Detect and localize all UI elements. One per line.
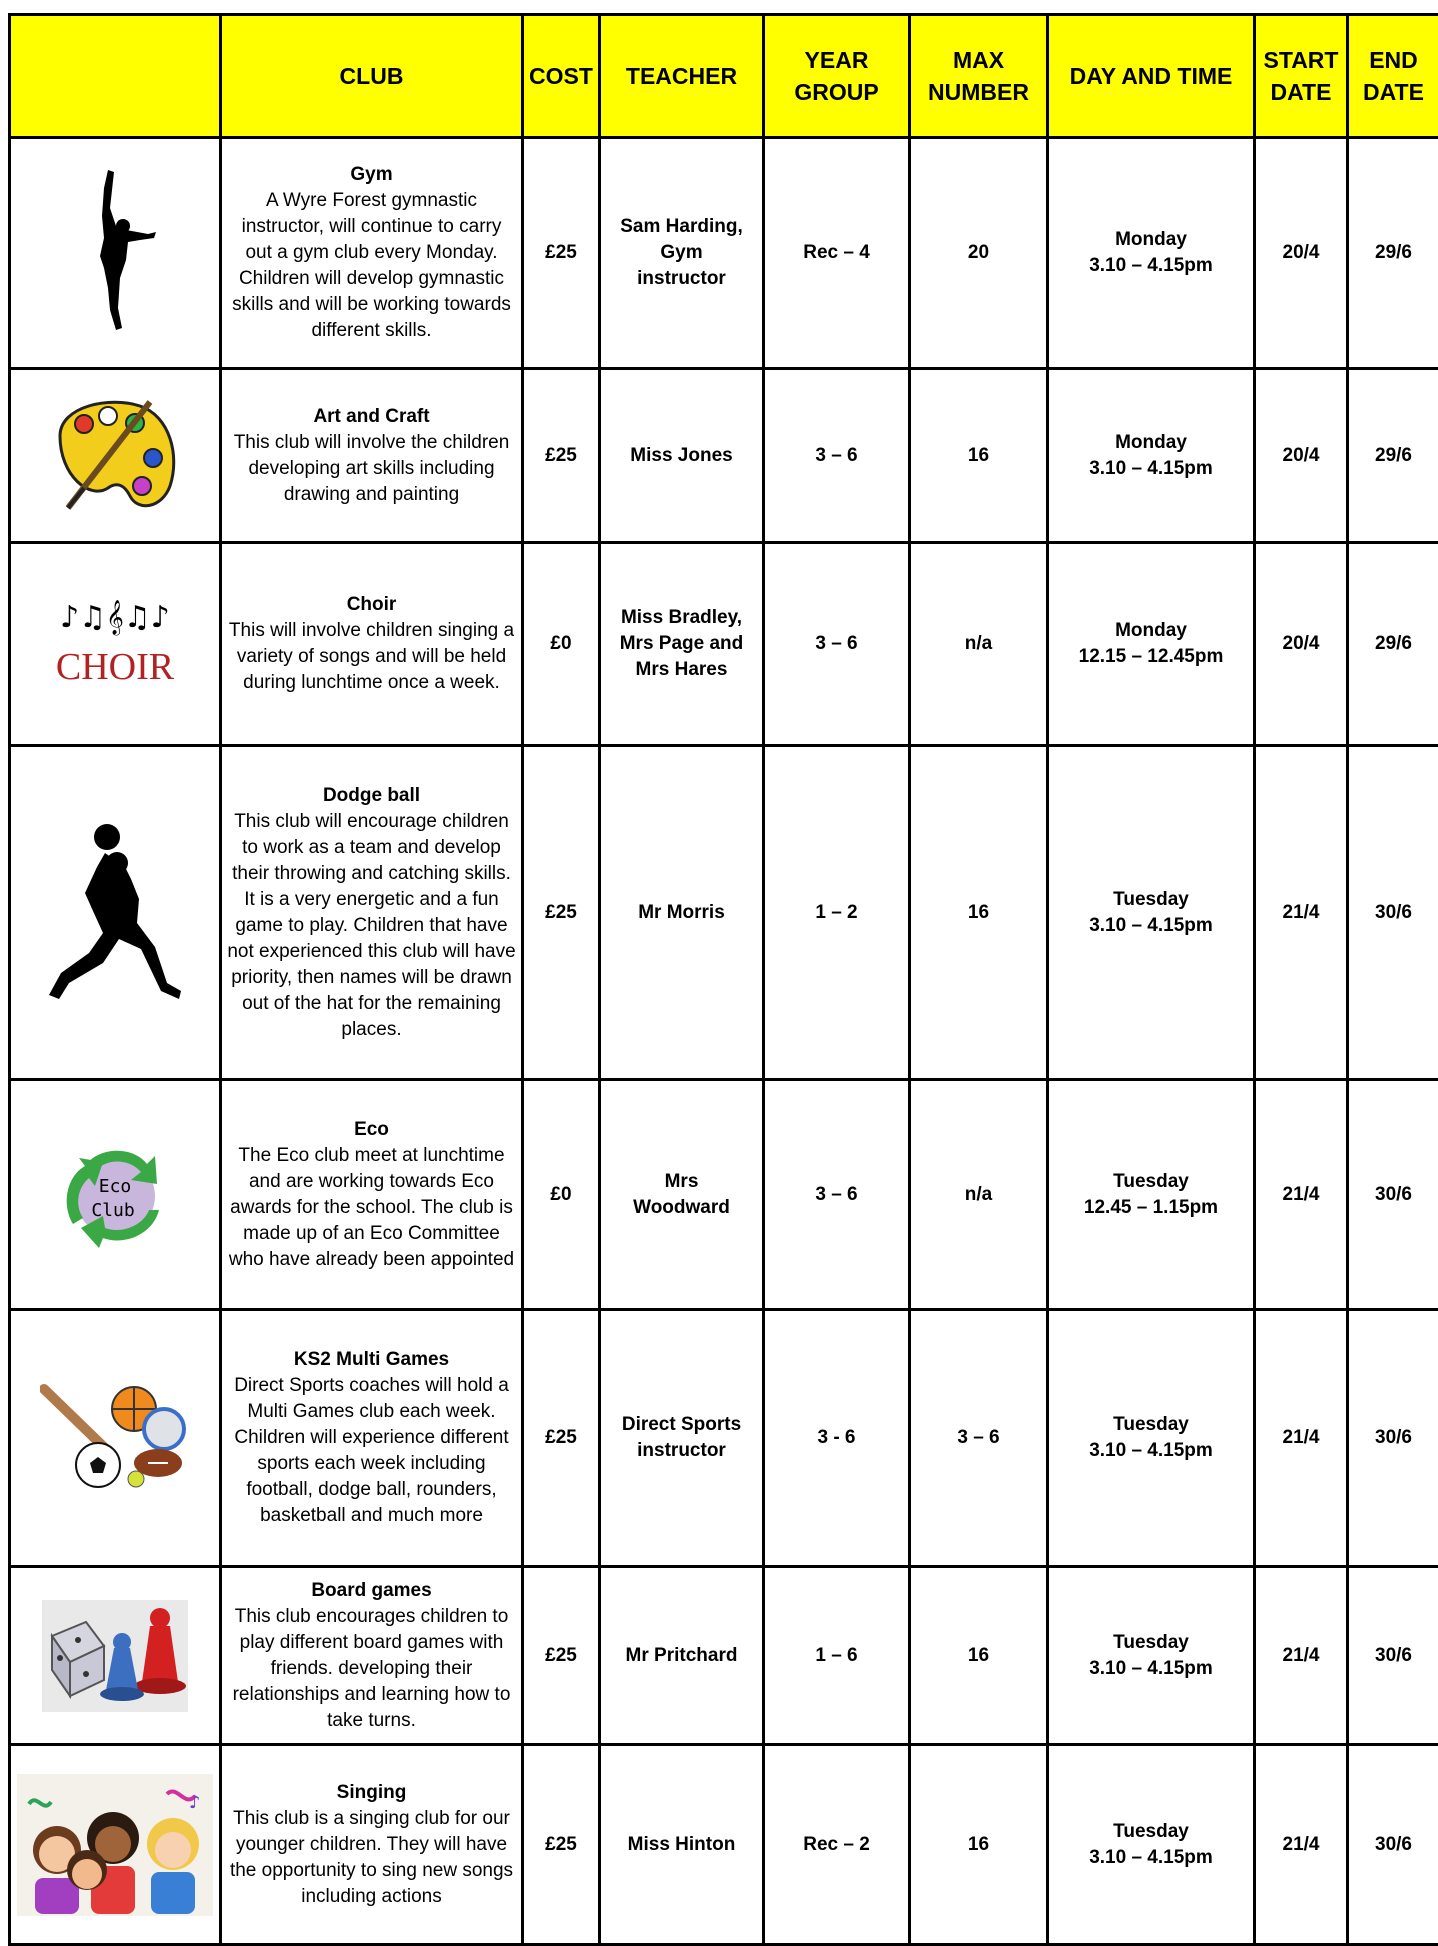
club-name: Singing bbox=[226, 1780, 517, 1806]
end-date-cell: 30/6 bbox=[1348, 1310, 1438, 1567]
start-date-cell: 20/4 bbox=[1255, 138, 1348, 369]
time-text: 12.45 – 1.15pm bbox=[1053, 1195, 1249, 1221]
dice-and-pawns-icon bbox=[42, 1600, 188, 1712]
club-description: This club is a singing club for our younger children. They will have the opportunity to sing new songs including actions bbox=[226, 1806, 517, 1910]
day-time-cell bbox=[1048, 1310, 1255, 1567]
sports-balls-icon bbox=[40, 1383, 190, 1493]
club-description-cell bbox=[221, 1080, 523, 1310]
header-club: CLUB bbox=[221, 15, 523, 138]
year-group-cell: Rec – 4 bbox=[764, 138, 910, 369]
cost-cell: £25 bbox=[523, 138, 600, 369]
icon-cell bbox=[10, 138, 221, 369]
table-row bbox=[10, 746, 1438, 1080]
max-number-cell: n/a bbox=[910, 543, 1048, 746]
day-time-cell bbox=[1048, 1080, 1255, 1310]
teacher-cell: Mr Morris bbox=[600, 746, 764, 1080]
icon-cell bbox=[10, 369, 221, 543]
max-number-cell: 16 bbox=[910, 746, 1048, 1080]
year-group-cell: 1 – 6 bbox=[764, 1567, 910, 1745]
end-date-cell: 29/6 bbox=[1348, 543, 1438, 746]
end-date-cell: 30/6 bbox=[1348, 1567, 1438, 1745]
start-date-cell: 21/4 bbox=[1255, 746, 1348, 1080]
time-text: 3.10 – 4.15pm bbox=[1053, 913, 1249, 939]
table-row bbox=[10, 138, 1438, 369]
day-text: Monday bbox=[1053, 618, 1249, 644]
svg-text:♪: ♪ bbox=[189, 1792, 201, 1813]
end-date-cell: 30/6 bbox=[1348, 746, 1438, 1080]
paint-palette-icon bbox=[50, 396, 180, 516]
max-number-cell: 20 bbox=[910, 138, 1048, 369]
club-description: This club encourages children to play different board games with friends. developing their relationships and learning how to take turns. bbox=[226, 1604, 517, 1734]
club-description-cell bbox=[221, 543, 523, 746]
eco-logo-text-1: Eco bbox=[99, 1176, 132, 1197]
header-max-number: MAX NUMBER bbox=[910, 15, 1048, 138]
cost-cell: £25 bbox=[523, 746, 600, 1080]
header-start-date: START DATE bbox=[1255, 15, 1348, 138]
table-row bbox=[10, 1745, 1438, 1945]
year-group-cell: 3 – 6 bbox=[764, 1080, 910, 1310]
time-text: 12.15 – 12.45pm bbox=[1053, 644, 1249, 670]
year-group-cell: Rec – 2 bbox=[764, 1745, 910, 1945]
eco-logo-text-2: Club bbox=[91, 1200, 134, 1221]
header-day-time: DAY AND TIME bbox=[1048, 15, 1255, 138]
club-name: Board games bbox=[226, 1578, 517, 1604]
icon-cell bbox=[10, 1745, 221, 1945]
day-time-cell bbox=[1048, 1567, 1255, 1745]
start-date-cell: 21/4 bbox=[1255, 1080, 1348, 1310]
day-text: Tuesday bbox=[1053, 887, 1249, 913]
cost-cell: £0 bbox=[523, 543, 600, 746]
day-time-cell bbox=[1048, 1745, 1255, 1945]
time-text: 3.10 – 4.15pm bbox=[1053, 1845, 1249, 1871]
day-text: Tuesday bbox=[1053, 1412, 1249, 1438]
table-row bbox=[10, 1080, 1438, 1310]
club-name: Eco bbox=[226, 1117, 517, 1143]
start-date-cell: 20/4 bbox=[1255, 543, 1348, 746]
day-text: Monday bbox=[1053, 227, 1249, 253]
day-time-cell bbox=[1048, 369, 1255, 543]
teacher-cell: Mr Pritchard bbox=[600, 1567, 764, 1745]
day-time-cell bbox=[1048, 746, 1255, 1080]
dodgeball-player-icon bbox=[45, 823, 185, 1003]
start-date-cell: 20/4 bbox=[1255, 369, 1348, 543]
club-description: This will involve children singing a variety of songs and will be held during lunchtime once a week. bbox=[226, 618, 517, 696]
year-group-cell: 3 - 6 bbox=[764, 1310, 910, 1567]
end-date-cell: 30/6 bbox=[1348, 1080, 1438, 1310]
day-time-cell bbox=[1048, 138, 1255, 369]
year-group-cell: 3 – 6 bbox=[764, 543, 910, 746]
club-name: Art and Craft bbox=[226, 404, 517, 430]
year-group-cell: 1 – 2 bbox=[764, 746, 910, 1080]
club-description-cell bbox=[221, 1310, 523, 1567]
cost-cell: £25 bbox=[523, 1745, 600, 1945]
club-description-cell bbox=[221, 1567, 523, 1745]
header-end-date: END DATE bbox=[1348, 15, 1438, 138]
cost-cell: £25 bbox=[523, 1310, 600, 1567]
cost-cell: £25 bbox=[523, 1567, 600, 1745]
club-description: Direct Sports coaches will hold a Multi Games club each week. Children will experience different sports each week including football, dodge ball, rounders, basketball and much more bbox=[226, 1373, 517, 1529]
year-group-cell: 3 – 6 bbox=[764, 369, 910, 543]
singing-children-icon bbox=[17, 1774, 213, 1916]
header-icon bbox=[10, 15, 221, 138]
table-row bbox=[10, 1310, 1438, 1567]
clubs-table bbox=[8, 13, 1438, 1946]
club-description-cell bbox=[221, 746, 523, 1080]
teacher-cell: Mrs Woodward bbox=[600, 1080, 764, 1310]
time-text: 3.10 – 4.15pm bbox=[1053, 1438, 1249, 1464]
time-text: 3.10 – 4.15pm bbox=[1053, 253, 1249, 279]
table-row bbox=[10, 1567, 1438, 1745]
day-text: Tuesday bbox=[1053, 1630, 1249, 1656]
end-date-cell: 29/6 bbox=[1348, 369, 1438, 543]
cost-cell: £25 bbox=[523, 369, 600, 543]
club-description-cell bbox=[221, 138, 523, 369]
end-date-cell: 30/6 bbox=[1348, 1745, 1438, 1945]
teacher-cell: Direct Sports instructor bbox=[600, 1310, 764, 1567]
start-date-cell: 21/4 bbox=[1255, 1567, 1348, 1745]
eco-club-recycle-icon bbox=[55, 1140, 175, 1250]
cost-cell: £0 bbox=[523, 1080, 600, 1310]
choir-music-notes-icon bbox=[45, 599, 185, 689]
teacher-cell: Sam Harding, Gym instructor bbox=[600, 138, 764, 369]
day-text: Monday bbox=[1053, 430, 1249, 456]
end-date-cell: 29/6 bbox=[1348, 138, 1438, 369]
icon-cell bbox=[10, 1310, 221, 1567]
icon-cell bbox=[10, 1567, 221, 1745]
max-number-cell: n/a bbox=[910, 1080, 1048, 1310]
club-description: This club will involve the children developing art skills including drawing and painting bbox=[226, 430, 517, 508]
start-date-cell: 21/4 bbox=[1255, 1745, 1348, 1945]
club-name: Dodge ball bbox=[226, 783, 517, 809]
svg-text:♪♫𝄞♫♪: ♪♫𝄞♫♪ bbox=[60, 600, 170, 636]
teacher-cell: Miss Jones bbox=[600, 369, 764, 543]
max-number-cell: 16 bbox=[910, 1567, 1048, 1745]
club-name: Choir bbox=[226, 592, 517, 618]
max-number-cell: 16 bbox=[910, 1745, 1048, 1945]
time-text: 3.10 – 4.15pm bbox=[1053, 1656, 1249, 1682]
table-row bbox=[10, 369, 1438, 543]
gymnast-silhouette-icon bbox=[70, 168, 160, 338]
club-description: This club will encourage children to work as a team and develop their throwing and catching skills. It is a very energetic and a fun game to play. Children that have not experienced this club will have priority, then names will be drawn out of the hat for the remaining places. bbox=[226, 809, 517, 1043]
choir-logo-text: CHOIR bbox=[56, 646, 175, 688]
club-description-cell bbox=[221, 369, 523, 543]
time-text: 3.10 – 4.15pm bbox=[1053, 456, 1249, 482]
start-date-cell: 21/4 bbox=[1255, 1310, 1348, 1567]
club-name: Gym bbox=[226, 162, 517, 188]
header-row bbox=[10, 15, 1438, 138]
icon-cell bbox=[10, 746, 221, 1080]
icon-cell bbox=[10, 1080, 221, 1310]
day-text: Tuesday bbox=[1053, 1169, 1249, 1195]
day-time-cell bbox=[1048, 543, 1255, 746]
day-text: Tuesday bbox=[1053, 1819, 1249, 1845]
table-row bbox=[10, 543, 1438, 746]
max-number-cell: 3 – 6 bbox=[910, 1310, 1048, 1567]
header-cost: COST bbox=[523, 15, 600, 138]
teacher-cell: Miss Hinton bbox=[600, 1745, 764, 1945]
icon-cell bbox=[10, 543, 221, 746]
teacher-cell: Miss Bradley, Mrs Page and Mrs Hares bbox=[600, 543, 764, 746]
club-description: A Wyre Forest gymnastic instructor, will continue to carry out a gym club every Monday. Children will develop gymnastic skills and will be working towards different skills. bbox=[226, 188, 517, 344]
max-number-cell: 16 bbox=[910, 369, 1048, 543]
club-description: The Eco club meet at lunchtime and are working towards Eco awards for the school. The club is made up of an Eco Committee who have already been appointed bbox=[226, 1143, 517, 1273]
club-description-cell bbox=[221, 1745, 523, 1945]
header-year-group: YEAR GROUP bbox=[764, 15, 910, 138]
header-teacher: TEACHER bbox=[600, 15, 764, 138]
club-name: KS2 Multi Games bbox=[226, 1347, 517, 1373]
